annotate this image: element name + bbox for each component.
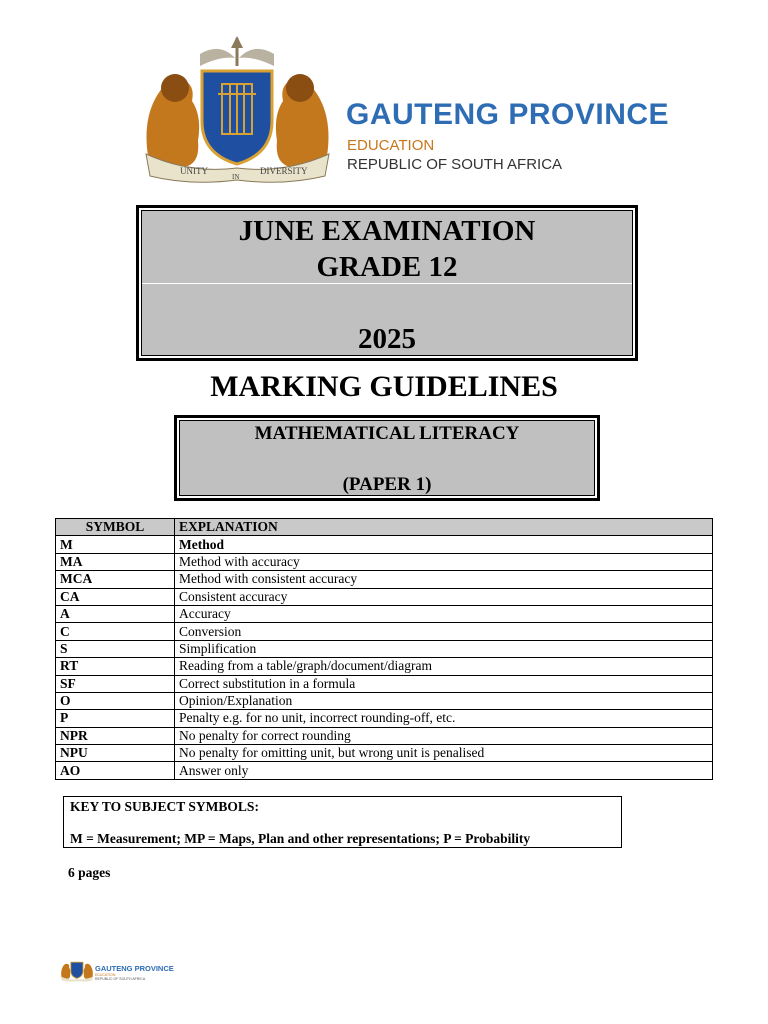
symbol-cell: RT (56, 658, 175, 675)
symbol-cell: CA (56, 588, 175, 605)
explanation-cell: Method (175, 536, 713, 553)
footer-coat-of-arms-logo (60, 955, 94, 983)
table-row (56, 623, 713, 640)
explanation-cell: Answer only (175, 762, 713, 779)
symbol-cell: O (56, 692, 175, 709)
table-row (56, 692, 713, 709)
svg-text:UNITY: UNITY (180, 166, 208, 176)
explanation-cell: Simplification (175, 640, 713, 657)
symbol-cell: A (56, 605, 175, 622)
explanation-cell: No penalty for omitting unit, but wrong unit is penalised (175, 745, 713, 762)
key-text: M = Measurement; MP = Maps, Plan and other representations; P = Probability (70, 831, 531, 846)
symbol-cell: AO (56, 762, 175, 779)
subject-box (174, 415, 600, 501)
symbol-cell: C (56, 623, 175, 640)
table-row (56, 675, 713, 692)
table-row (56, 658, 713, 675)
explanation-cell: Conversion (175, 623, 713, 640)
explanation-cell: Reading from a table/graph/document/diagram (175, 658, 713, 675)
symbol-cell: MCA (56, 571, 175, 588)
footer-brand-country: REPUBLIC OF SOUTH AFRICA (95, 977, 146, 981)
explanation-cell: Consistent accuracy (175, 588, 713, 605)
table-row (56, 553, 713, 570)
table-row (56, 588, 713, 605)
symbol-cell: M (56, 536, 175, 553)
exam-name: JUNE EXAMINATION (238, 215, 536, 247)
subject-name: MATHEMATICAL LITERACY (254, 423, 520, 444)
symbol-cell: SF (56, 675, 175, 692)
table-header-row (56, 519, 713, 536)
brand-department: EDUCATION (347, 137, 435, 154)
page-count: 6 pages (68, 865, 111, 880)
symbol-cell: P (56, 710, 175, 727)
table-row (56, 536, 713, 553)
explanation-cell: Accuracy (175, 605, 713, 622)
symbols-table (55, 518, 713, 780)
symbols-table-body (56, 536, 713, 779)
footer-brand-name: GAUTENG PROVINCE (95, 964, 174, 973)
footer-brand-department: EDUCATION (95, 973, 116, 977)
exam-grade: GRADE 12 (316, 251, 458, 283)
subject-paper: (PAPER 1) (342, 474, 432, 495)
exam-title-box (136, 205, 638, 361)
coat-of-arms-logo (140, 36, 335, 184)
key-box (63, 796, 622, 848)
table-row (56, 640, 713, 657)
column-header-symbol: SYMBOL (56, 519, 175, 536)
explanation-cell: Correct substitution in a formula (175, 675, 713, 692)
brand-name: GAUTENG PROVINCE (346, 98, 670, 131)
table-row (56, 710, 713, 727)
explanation-cell: Method with accuracy (175, 553, 713, 570)
explanation-cell: No penalty for correct rounding (175, 727, 713, 744)
exam-year: 2025 (358, 323, 416, 355)
explanation-cell: Method with consistent accuracy (175, 571, 713, 588)
symbol-cell: MA (56, 553, 175, 570)
explanation-cell: Penalty e.g. for no unit, incorrect rounding-off, etc. (175, 710, 713, 727)
svg-text:DIVERSITY: DIVERSITY (260, 166, 308, 176)
table-row (56, 745, 713, 762)
symbol-cell: NPU (56, 745, 175, 762)
table-row (56, 727, 713, 744)
brand-country: REPUBLIC OF SOUTH AFRICA (347, 156, 563, 173)
document-title: MARKING GUIDELINES (210, 370, 558, 403)
table-row (56, 762, 713, 779)
svg-text:IN: IN (232, 173, 240, 181)
table-row (56, 605, 713, 622)
symbol-cell: S (56, 640, 175, 657)
column-header-explanation: EXPLANATION (175, 519, 713, 536)
key-title: KEY TO SUBJECT SYMBOLS: (70, 799, 259, 814)
symbol-cell: NPR (56, 727, 175, 744)
table-row (56, 571, 713, 588)
explanation-cell: Opinion/Explanation (175, 692, 713, 709)
